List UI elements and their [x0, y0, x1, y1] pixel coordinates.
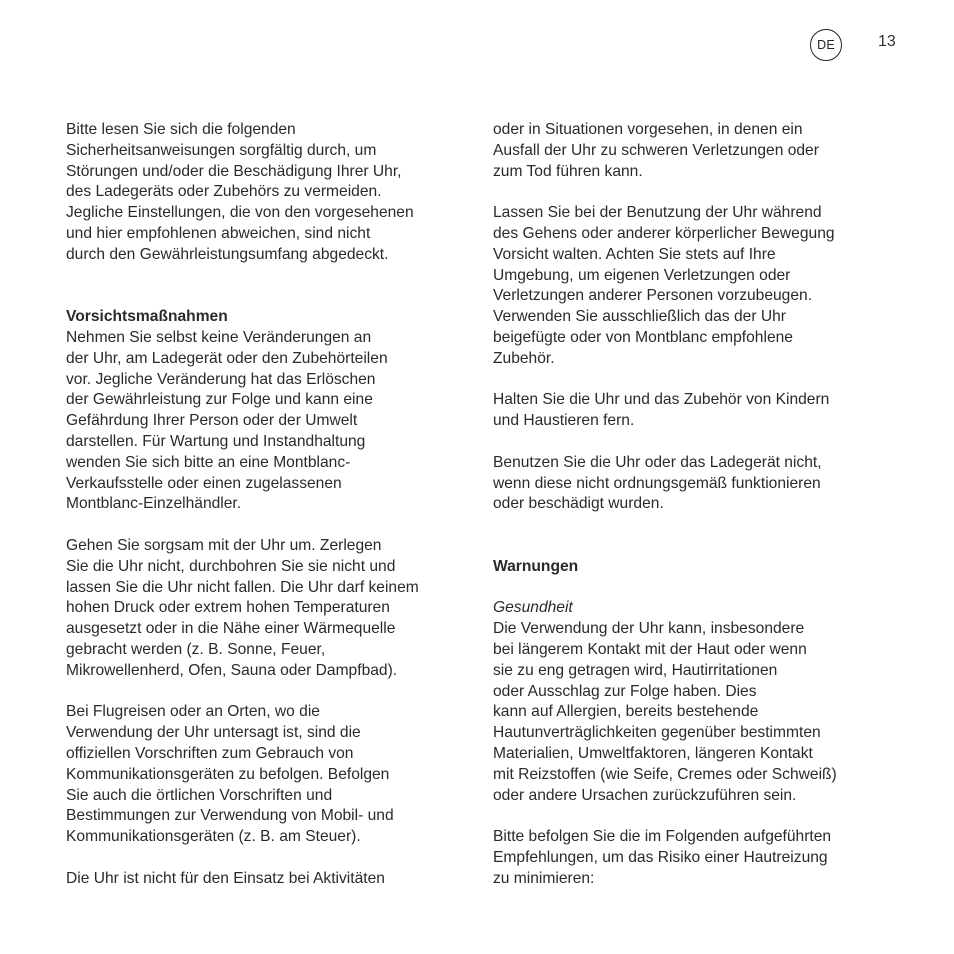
- spacer: [493, 806, 893, 827]
- spacer: [493, 370, 893, 391]
- health-paragraph-2: Bitte befolgen Sie die im Folgenden aufgeführten Empfehlungen, um das Risiko einer Hautreizung zu minimieren:: [493, 828, 832, 887]
- spacer: [66, 266, 476, 308]
- precautions-paragraph-4: Die Uhr ist nicht für den Einsatz bei Aktivitäten: [66, 869, 385, 887]
- right-column: [493, 120, 893, 889]
- precautions-paragraph-1: Nehmen Sie selbst keine Veränderungen an der Uhr, am Ladegerät oder den Zubehörteilen vor. Jegliche Veränderung hat das Erlöschen der Gewährleistung zur Folge und kann eine Gefährdung Ihrer Person oder der Umwelt darstellen. Für Wartung und Instandhaltung wenden Sie sich bitte an eine Montblanc- Verkaufsstelle oder einen zugelassenen Montblanc-Einzelhändler.: [66, 328, 388, 513]
- precautions-paragraph-2: Gehen Sie sorgsam mit der Uhr um. Zerlegen Sie die Uhr nicht, durchbohren Sie sie nicht und lassen Sie die Uhr nicht fallen. Die Uhr darf keinem hohen Druck oder extrem hohen Temperaturen ausgesetzt oder in die Nähe einer Wärmequelle gebracht werden (z. B. Sonne, Feuer, Mikrowellenherd, Ofen, Sauna oder Dampfbad).: [66, 536, 419, 679]
- right-paragraph-2: Lassen Sie bei der Benutzung der Uhr während des Gehens oder anderer körperlicher Bewegung Vorsicht walten. Achten Sie stets auf Ihre Umgebung, um eigenen Verletzungen oder Verletzungen anderer Personen vorzubeugen. Verwenden Sie ausschließlich das der Uhr beigefügte oder von Montblanc empfohlene Zubehör.: [493, 204, 835, 367]
- health-paragraph-1: Die Verwendung der Uhr kann, insbesondere bei längerem Kontakt mit der Haut oder wenn sie zu eng getragen wird, Hautirritationen oder Ausschlag zur Folge haben. Dies kann auf Allergien, bereits bestehende Hautunverträglichkeiten gegenüber bestimmten Materialien, Umweltfaktoren, längeren Kontakt mit Reizstoffen (wie Seife, Cremes oder Schweiß) oder andere Ursachen zurückzuführen sein.: [493, 620, 837, 804]
- language-badge: DE: [810, 29, 842, 61]
- spacer: [493, 432, 893, 453]
- health-subheading: Gesundheit: [493, 599, 573, 617]
- precautions-paragraph-3: Bei Flugreisen oder an Orten, wo die Verwendung der Uhr untersagt ist, sind die offiziellen Vorschriften zum Gebrauch von Kommunikationsgeräten zu befolgen. Befolgen Sie auch die örtlichen Vorschriften und Bestimmungen zur Verwendung von Mobil- und Kommunikationsgeräten (z. B. am Steuer).: [66, 703, 394, 846]
- right-paragraph-1: oder in Situationen vorgesehen, in denen ein Ausfall der Uhr zu schweren Verletzungen oder zum Tod führen kann.: [493, 121, 819, 180]
- spacer: [493, 515, 893, 557]
- intro-paragraph: Bitte lesen Sie sich die folgenden Sicherheitsanweisungen sorgfältig durch, um Störungen und/oder die Beschädigung Ihrer Uhr, des Ladegeräts oder Zubehörs zu vermeiden. Jegliche Einstellungen, die von den vorgesehenen und hier empfohlenen abweichen, sind nicht durch den Gewährleistungsumfang abgedeckt.: [66, 121, 414, 263]
- page-number: 13: [878, 33, 896, 50]
- spacer: [66, 682, 476, 703]
- spacer: [66, 848, 476, 869]
- spacer: [493, 182, 893, 203]
- right-paragraph-4: Benutzen Sie die Uhr oder das Ladegerät nicht, wenn diese nicht ordnungsgemäß funktionieren oder beschädigt wurden.: [493, 453, 822, 513]
- left-column: [66, 120, 476, 889]
- precautions-heading: Vorsichtsmaßnahmen: [66, 308, 228, 326]
- spacer: [66, 515, 476, 536]
- warnings-heading: Warnungen: [493, 557, 579, 575]
- spacer: [493, 578, 893, 599]
- right-paragraph-3: Halten Sie die Uhr und das Zubehör von Kindern und Haustieren fern.: [493, 391, 830, 430]
